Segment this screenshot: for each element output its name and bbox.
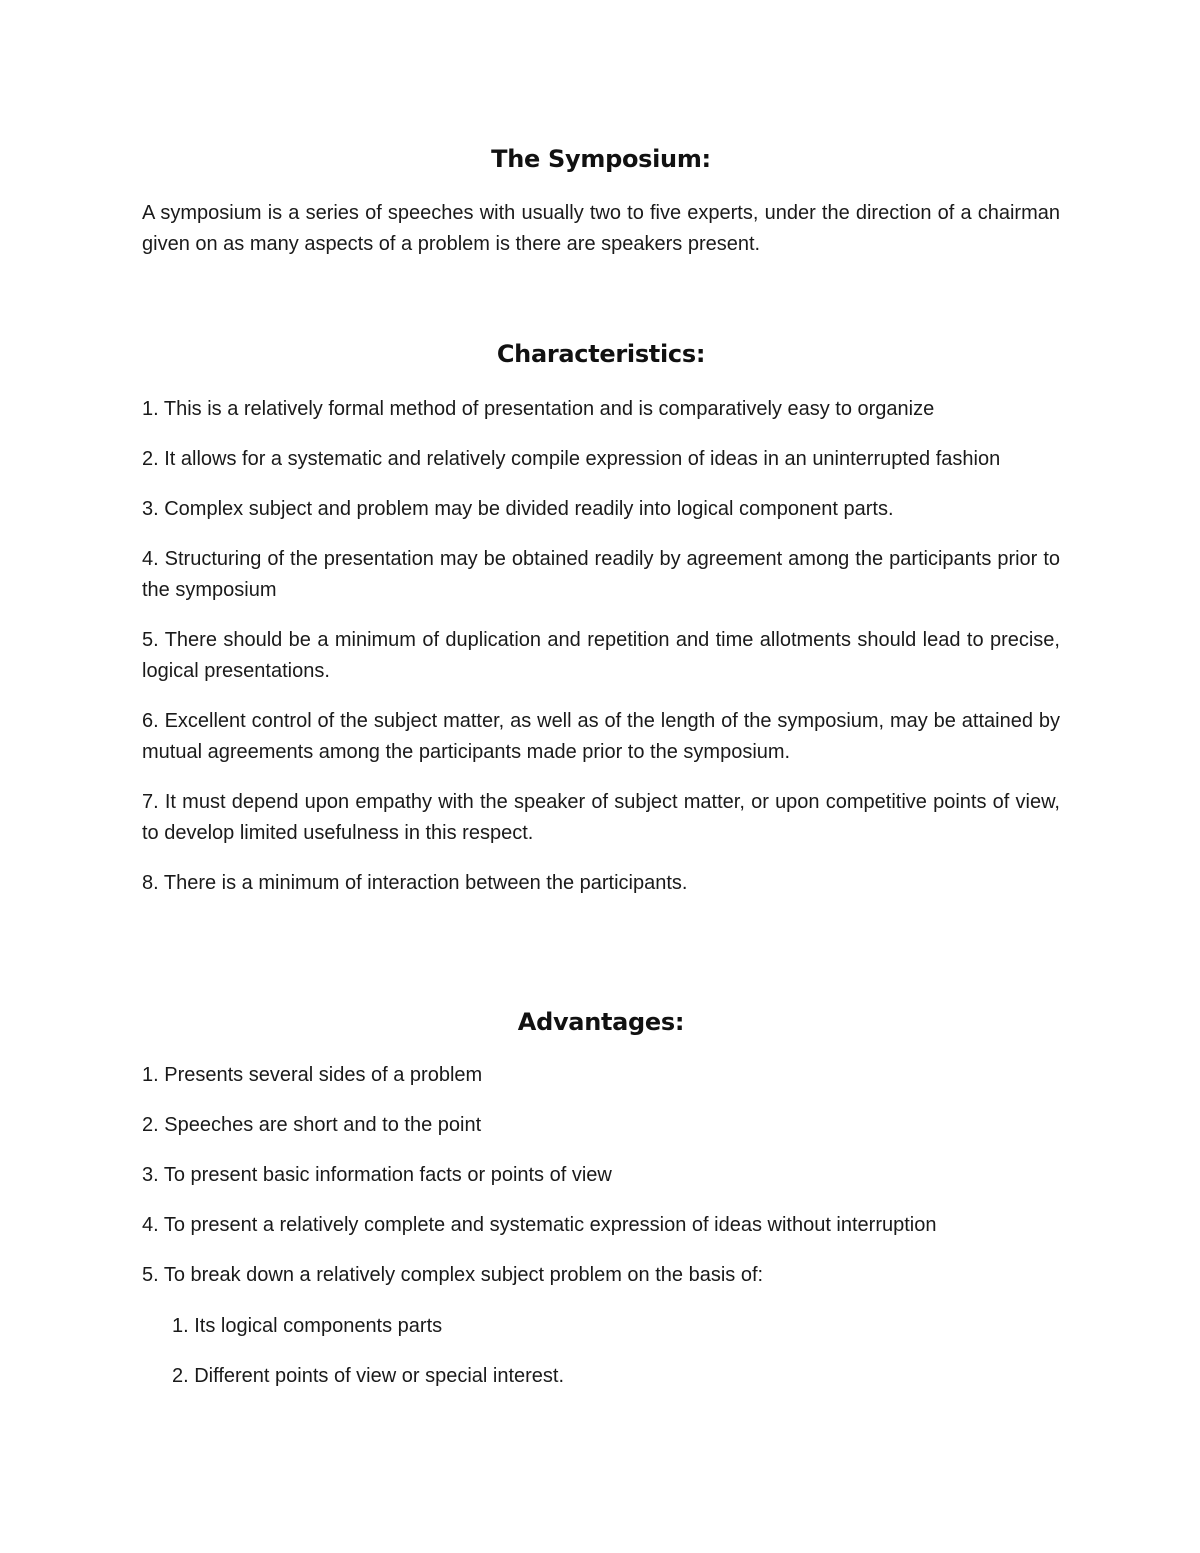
advantage-item-2: 2. Speeches are short and to the point [142, 1114, 482, 1136]
advantage-item-4: 4. To present a relatively complete and systematic expression of ideas without interruption [142, 1214, 937, 1236]
characteristic-item-7: 7. It must depend upon empathy with the speaker of subject matter, or upon competitive points of view, to develop limited usefulness in this respect. [142, 791, 1060, 844]
advantages-heading: Advantages: [517, 1008, 685, 1036]
advantage-item-1: 1. Presents several sides of a problem [142, 1064, 483, 1086]
advantages-sub-list [172, 1311, 1052, 1411]
advantage-item-3: 3. To present basic information facts or points of view [142, 1164, 612, 1186]
characteristic-item-8: 8. There is a minimum of interaction between the participants. [142, 872, 688, 894]
advantage-sub-item-1: 1. Its logical components parts [172, 1315, 443, 1337]
characteristics-heading: Characteristics: [496, 340, 706, 368]
characteristic-item-2: 2. It allows for a systematic and relatively compile expression of ideas in an uninterrupted fashion [142, 448, 1001, 470]
intro-paragraph: A symposium is a series of speeches with usually two to five experts, under the direction of a chairman given on as many aspects of a problem is there are speakers present. [142, 202, 1060, 255]
characteristic-item-3: 3. Complex subject and problem may be divided readily into logical component parts. [142, 498, 894, 520]
characteristic-item-1: 1. This is a relatively formal method of presentation and is comparatively easy to organize [142, 398, 935, 420]
characteristic-item-5: 5. There should be a minimum of duplication and repetition and time allotments should lead to precise, logical presentations. [142, 629, 1060, 682]
advantage-item-5: 5. To break down a relatively complex subject problem on the basis of: [142, 1264, 764, 1286]
advantages-list [142, 1060, 1060, 1310]
characteristic-item-6: 6. Excellent control of the subject matter, as well as of the length of the symposium, may be attained by mutual agreements among the participants made prior to the symposium. [142, 710, 1060, 763]
page-title: The Symposium: [491, 145, 711, 173]
characteristic-item-4: 4. Structuring of the presentation may be obtained readily by agreement among the participants prior to the symposium [142, 548, 1060, 601]
characteristics-list [142, 394, 1060, 918]
advantage-sub-item-2: 2. Different points of view or special interest. [172, 1365, 565, 1387]
